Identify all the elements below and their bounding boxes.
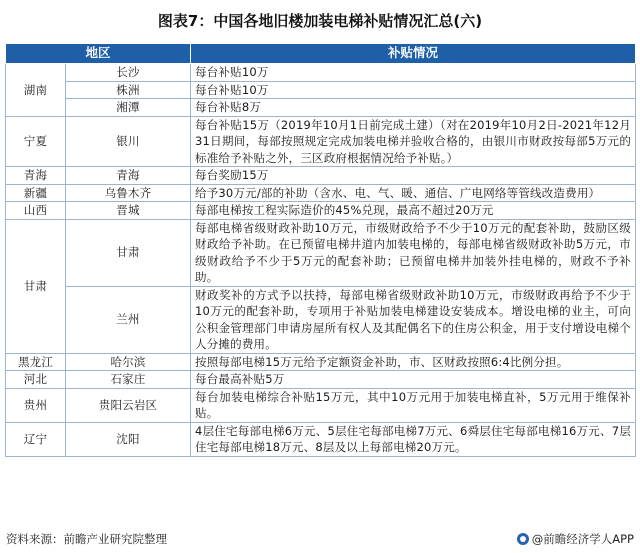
page-title: 图表7：中国各地旧楼加装电梯补贴情况汇总(六) xyxy=(157,12,483,30)
source-note: 资料来源：前瞻产业研究院整理 xyxy=(6,532,167,546)
subsidy-cell: 每台加装电梯综合补贴15万元，其中10万元用于加装电梯直补，5万元用于维保补贴。 xyxy=(191,388,636,422)
table-row xyxy=(6,219,636,286)
subsidy-cell: 给予30万元/部的补助（含水、电、气、暖、通信、广电网络等管线改造费用） xyxy=(191,184,636,202)
subsidy-cell: 每台补贴8万 xyxy=(191,99,636,117)
footer xyxy=(6,531,634,549)
subsidy-cell: 每台补贴10万 xyxy=(191,81,636,99)
table-row xyxy=(6,167,636,185)
city-cell: 株洲 xyxy=(66,81,191,99)
province-cell: 山西 xyxy=(6,202,66,220)
city-cell: 长沙 xyxy=(66,64,191,82)
header-region: 地区 xyxy=(6,44,191,64)
province-cell: 河北 xyxy=(6,371,66,389)
province-cell: 甘肃 xyxy=(6,219,66,353)
subsidy-cell: 财政奖补的方式予以扶持，每部电梯省级财政补助10万元，市级财政再给予不少于10万元的配套补助，专项用于补贴加装电梯建设安装成本。增设电梯的业主，可向公积金管理部门申请房屋所有权人及其配偶名下的住房公积金，用于支付增设电梯个人分摊的费用。 xyxy=(191,286,636,353)
province-cell: 新疆 xyxy=(6,184,66,202)
subsidy-cell: 4层住宅每部电梯6万元、5层住宅每部电梯7万元、6舜层住宅每部电梯16万元、7层住宅每部电梯18万元、8层及以上每部电梯20万元。 xyxy=(191,422,636,456)
city-cell: 银川 xyxy=(66,116,191,167)
province-cell: 黑龙江 xyxy=(6,353,66,371)
brand-logo-icon xyxy=(517,533,529,545)
subsidy-cell: 每部电梯省级财政补助10万元，市级财政给予不少于10万元的配套补助，鼓励区级财政给予补助。在已预留电梯井道内加装电梯的，每部电梯省级财政补助5万元，市级财政给予不少于5万元的配套补助；已预留电梯井加装外挂电梯的，财政不予补助。 xyxy=(191,219,636,286)
province-cell: 青海 xyxy=(6,167,66,185)
brand-label: @前瞻经济学人APP xyxy=(531,532,634,546)
province-cell: 贵州 xyxy=(6,388,66,422)
province-cell: 湖南 xyxy=(6,64,66,117)
city-cell: 石家庄 xyxy=(66,371,191,389)
table-row xyxy=(6,353,636,371)
subsidy-cell: 每台补贴15万（2019年10月1日前完成土建）（对在2019年10月2日-2021年12月31日期间，每部按照规定完成加装电梯并验收合格的，由银川市财政按每部5万元的标准给予补贴之外，三区政府根据情况给予补贴。） xyxy=(191,116,636,167)
table-row xyxy=(6,64,636,82)
city-cell: 哈尔滨 xyxy=(66,353,191,371)
subsidy-cell: 每台最高补贴5万 xyxy=(191,371,636,389)
table-row xyxy=(6,371,636,389)
table-row xyxy=(6,99,636,117)
header-subsidy: 补贴情况 xyxy=(191,44,636,64)
table-header-row xyxy=(6,44,636,64)
subsidy-cell: 每台奖励15万 xyxy=(191,167,636,185)
province-cell: 辽宁 xyxy=(6,422,66,456)
city-cell: 乌鲁木齐 xyxy=(66,184,191,202)
city-cell: 沈阳 xyxy=(66,422,191,456)
city-cell: 青海 xyxy=(66,167,191,185)
table-row xyxy=(6,184,636,202)
province-cell: 宁夏 xyxy=(6,116,66,167)
city-cell: 晋城 xyxy=(66,202,191,220)
city-cell: 贵阳云岩区 xyxy=(66,388,191,422)
table-row xyxy=(6,422,636,456)
city-cell: 兰州 xyxy=(66,286,191,353)
city-cell: 湘潭 xyxy=(66,99,191,117)
city-cell: 甘肃 xyxy=(66,219,191,286)
subsidy-table xyxy=(5,43,636,457)
table-row xyxy=(6,81,636,99)
table-row xyxy=(6,388,636,422)
subsidy-cell: 每部电梯按工程实际造价的45%兑现，最高不超过20万元 xyxy=(191,202,636,220)
subsidy-cell: 每台补贴10万 xyxy=(191,64,636,82)
brand xyxy=(517,531,634,547)
subsidy-cell: 按照每部电梯15万元给予定额资金补助，市、区财政按照6:4比例分担。 xyxy=(191,353,636,371)
table-row xyxy=(6,116,636,167)
table-row xyxy=(6,202,636,220)
table-row xyxy=(6,286,636,353)
